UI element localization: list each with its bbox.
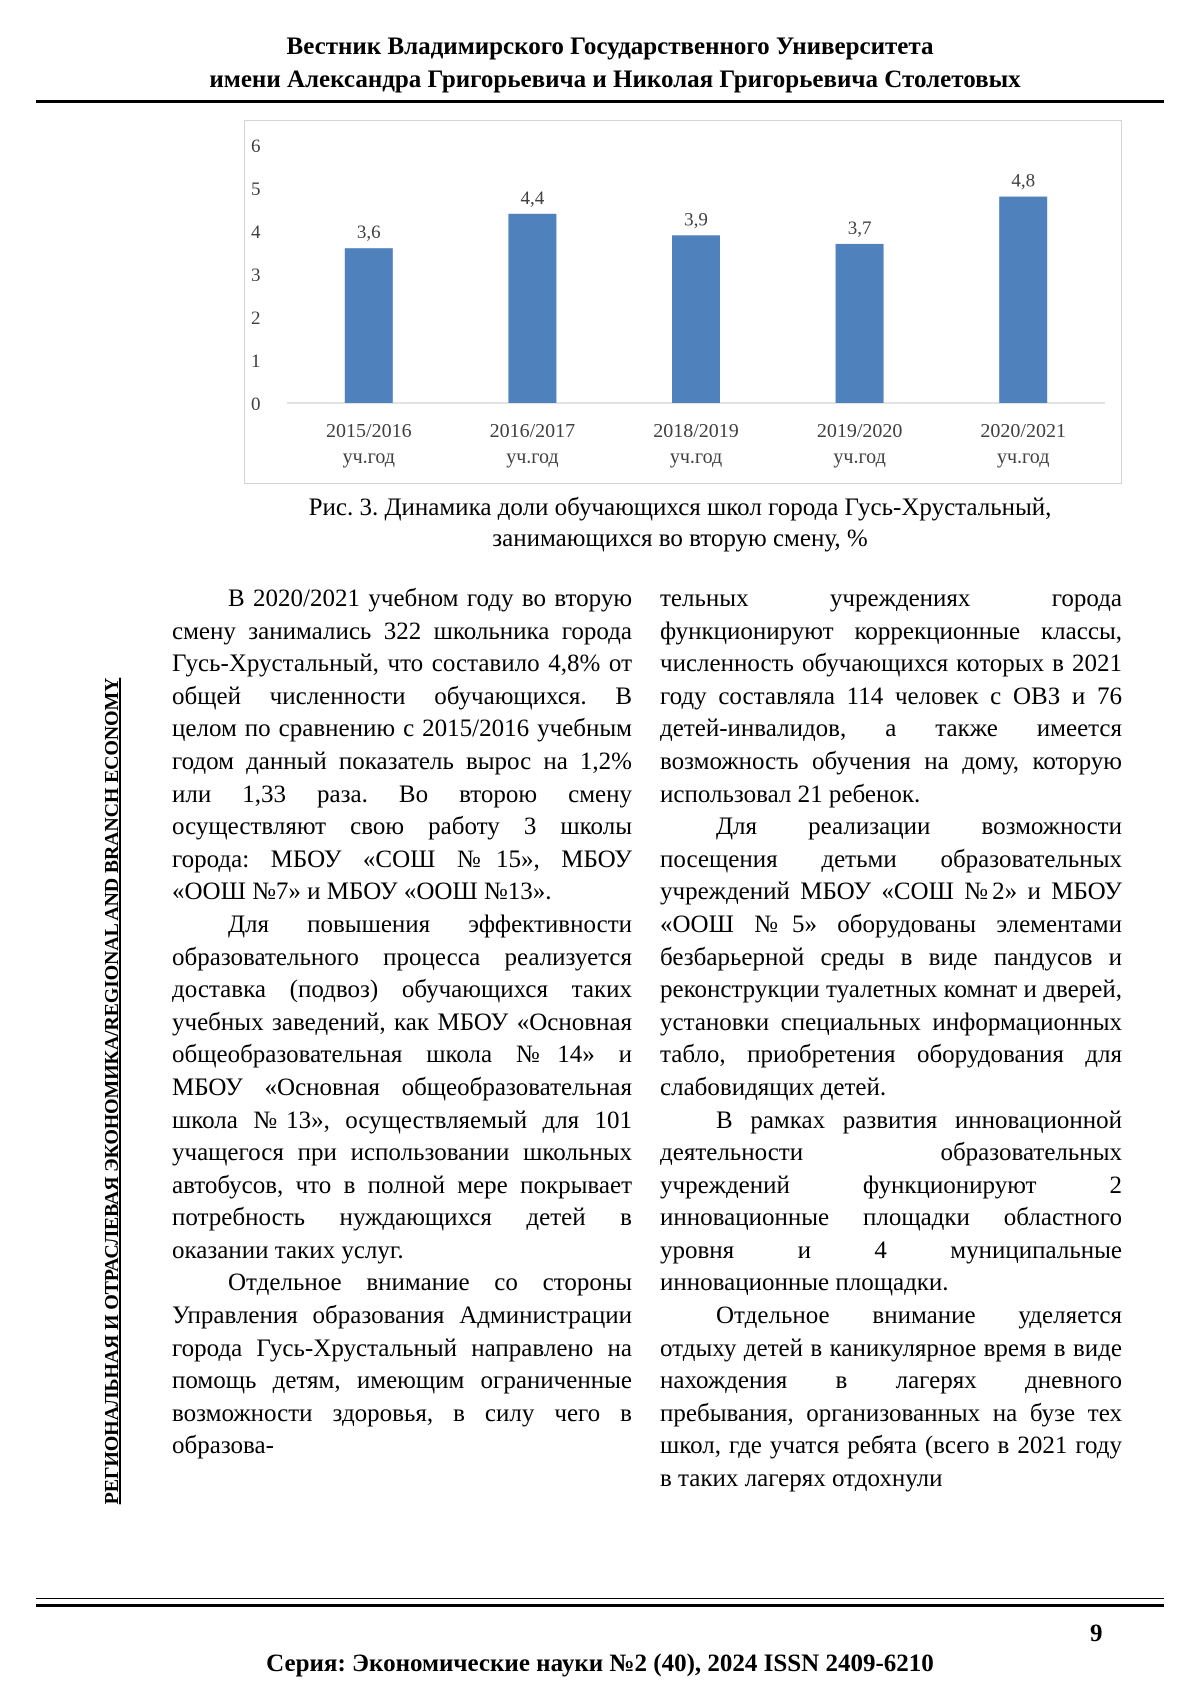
x-tick-label: 2019/2020 [816,420,903,442]
data-label: 3,6 [356,222,381,244]
data-label: 4,8 [1011,170,1036,192]
y-tick-label: 0 [251,394,261,415]
paragraph: Для реализации возможности посещения детьми образовательных учреждений МБОУ «СОШ №2» и МБОУ «ООШ №5» оборудованы элементами безбарьерной среды в виде пандусов и реконструкции туалетных комнат и дверей, установки специальных информационных табло, приобретения оборудования для слабовидящих детей. [660,813,1122,1101]
figure-caption-line1: Рис. 3. Динамика доли обучающихся школ города Гусь-Хрустальный, [308,494,1052,521]
x-tick-label: уч.год [997,446,1050,468]
footer-rule-thick [36,1604,1164,1607]
figure-caption [230,492,1130,554]
y-tick-label: 2 [251,308,261,329]
y-tick-label: 6 [251,136,261,157]
page-number: 9 [1090,1620,1103,1647]
y-tick-label: 3 [251,265,261,286]
bar [999,197,1047,403]
journal-series-footer: Серия: Экономические науки №2 (40), 2024 ISSN 2409-6210 [266,1650,934,1677]
header-rule [36,100,1164,103]
footer-rule-thin [36,1598,1164,1599]
paragraph: Для повышения эффективности образовательного процесса реализуется доставка (подвоз) обучающихся таких учебных заведений, как МБОУ «Основная общеобразовательная школа №14» и МБОУ «Основная общеобразовательная школа №13», осуществляемый для 101 учащегося при использовании школьных автобусов, что в полной мере покрывает потребность нуждающихся детей в оказании таких услуг. [172,910,632,1264]
x-tick-label: 2016/2017 [489,420,576,442]
section-side-label-wrap [84,590,124,1592]
section-side-label: РЕГИОНАЛЬНАЯ И ОТРАСЛЕВАЯ ЭКОНОМИКА/REGIONAL AND BRANCH ECONOMY [101,677,123,1505]
bar [836,244,884,403]
data-label: 3,9 [684,209,708,231]
paragraph: тельных учреждениях города функционируют коррекционные классы, численность обучающихся которых в 2021 году составляла 114 человек с ОВЗ и 76 детей-инвалидов, а также имеется возможность обучения на дому, которую использовал 21 ребенок. [660,585,1122,808]
data-label: 3,7 [847,217,872,239]
journal-title-line1: Вестник Владимирского Государственного Университета [286,33,934,60]
x-tick-label: уч.год [506,446,559,468]
y-tick-label: 4 [251,222,261,243]
y-tick-label: 1 [251,351,261,372]
x-tick-label: уч.год [342,446,395,468]
journal-title-line2: имени Александра Григорьевича и Николая Григорьевича Столетовых [209,66,1021,93]
paragraph: Отдельное внимание уделяется отдыху детей в каникулярное время в виде нахождения в лагерях дневного пребывания, организованных на бузе тех школ, где учатся ребята (всего в 2021 году в таких лагерях отдохнули [660,1302,1122,1493]
x-tick-label: уч.год [833,446,886,468]
text-column-right [660,583,1122,1496]
data-label: 4,4 [520,187,545,209]
paragraph: В рамках развития инновационной деятельности образовательных учреждений функционируют 2 инновационные площадки областного уровня и 4 муниципальные инновационные площадки. [660,1106,1122,1297]
x-tick-label: 2018/2019 [653,420,739,442]
paragraph: В 2020/2021 учебном году во вторую смену занимались 322 школьника города Гусь-Хрустальный, что составило 4,8% от общей численности обучающихся. В целом по сравнению с 2015/2016 учебным годом данный показатель вырос на 1,2% или 1,33 раза. Во второю смену осуществляют свою работу 3 школы города: МБОУ «СОШ №15», МБОУ «ООШ №7» и МБОУ «ООШ №13». [172,585,632,906]
figure-caption-line2: занимающихся во вторую смену, % [492,525,868,552]
bar [672,235,720,403]
text-column-left [172,583,632,1463]
bar-chart [244,120,1122,484]
y-tick-label: 5 [251,179,261,200]
bar [508,214,556,403]
bar [345,248,393,403]
bar-chart-svg [245,121,1121,483]
paragraph: Отдельное внимание со стороны Управления образования Администрации города Гусь-Хрустальный направлено на помощь детям, имеющим ограниченные возможности здоровья, в силу чего в образова- [172,1269,632,1460]
journal-header [36,30,1164,96]
x-tick-label: 2015/2016 [326,420,412,442]
x-tick-label: 2020/2021 [980,420,1066,442]
x-tick-label: уч.год [669,446,723,468]
